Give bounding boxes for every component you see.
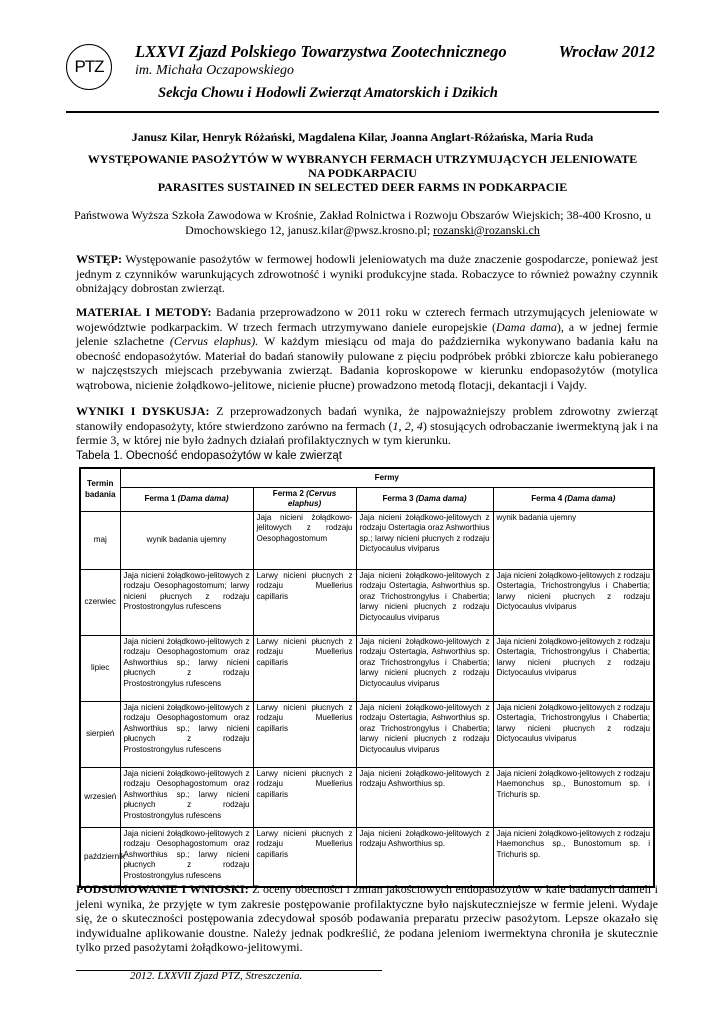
- farm-species: (Dama dama): [564, 493, 616, 503]
- table-row: [80, 701, 654, 767]
- results-farms: 1, 2, 4: [392, 418, 423, 433]
- title-pl-line1: WYSTĘPOWANIE PASOŻYTÓW W WYBRANYCH FERMACH UTRZYMUJĄCYCH JELENIOWATE: [87, 152, 638, 166]
- results-text-a: Z przeprowadzonych badań wynika, że najpoważniejszy problem zdrowotny zwierząt stanowiły endopasożyty, które stwierdzono zarówno na fermach (: [76, 404, 658, 433]
- farms-group-header: Fermy: [120, 468, 654, 487]
- title-pl-line2: NA PODKARPACIU: [308, 166, 417, 180]
- result-cell-farm-4: Jaja nicieni żołądkowo-jelitowych z rodzaju Ostertagia, Trichostrongylus i Chabertia; larwy nicieni płucnych z rodzaju Dictyocaulus viviparus: [493, 635, 654, 701]
- intro-text: Występowanie pasożytów w fermowej hodowli jeleniowatych ma duże znaczenie gospodarcze, ponieważ jest jednym z czynników warunkujących zdrowotność i wyniki produkcyjne stada. Robaczyce to również poważny czynnik obniżający dobrostan zwierząt.: [76, 252, 658, 296]
- table-row: [80, 767, 654, 827]
- farm-name: Ferma 2: [272, 488, 307, 498]
- intro-label: WSTĘP:: [76, 252, 123, 266]
- farm-name: Ferma 3: [382, 493, 416, 503]
- affiliation-line2: Dmochowskiego 12, janusz.kilar@pwsz.krosno.pl;: [185, 222, 434, 237]
- result-cell-farm-1: Jaja nicieni żołądkowo-jelitowych z rodzaju Oesophagostomum oraz Ashworthius sp.; larwy nicieni płucnych z rodzaju Prostostrongylus rufescens: [120, 767, 253, 827]
- farm-species: (Dama dama): [177, 493, 229, 503]
- logo-text: PTZ: [74, 57, 104, 76]
- term-cell: wrzesień: [80, 767, 120, 827]
- ptz-logo: [66, 44, 112, 90]
- city-year: Wrocław 2012: [558, 42, 655, 61]
- methods-text-b: ), a w jednej fermie jelenie szlachetne: [76, 319, 659, 349]
- farm-header-3: [356, 487, 493, 511]
- conclusions-label: PODSUMOWANIE I WNIOSKI:: [76, 882, 249, 896]
- species-dama: Dama dama: [496, 319, 557, 334]
- intro-paragraph: [76, 252, 658, 296]
- results-paragraph: [76, 404, 658, 448]
- result-cell-farm-4: Jaja nicieni żołądkowo-jelitowych z rodzaju Ostertagia, Trichostrongylus i Chabertia; larwy nicieni płucnych z rodzaju Dictyocaulus viviparus: [493, 569, 654, 635]
- result-cell-farm-2: Larwy nicieni płucnych z rodzaju Muellerius capillaris: [253, 569, 356, 635]
- affiliation: [66, 208, 659, 237]
- result-cell-farm-3: Jaja nicieni żołądkowo-jelitowych z rodzaju Ostertagia, Ashworthius sp. oraz Trichostrongylus i Chabertia; larwy nicieni płucnych z rodzaju Dictyocaulus viviparus: [356, 635, 493, 701]
- result-cell-farm-4: Jaja nicieni żołądkowo-jelitowych z rodzaju Haemonchus sp., Bunostomum sp. i Trichuris sp.: [493, 827, 654, 887]
- farm-name: Ferma 1: [144, 493, 178, 503]
- section-name: Sekcja Chowu i Hodowli Zwierząt Amatorskich i Dzikich: [158, 85, 498, 101]
- result-cell-farm-1: Jaja nicieni żołądkowo-jelitowych z rodzaju Oesophagostomum oraz Ashworthius sp.; larwy nicieni płucnych z rodzaju Prostostrongylus rufescens: [120, 635, 253, 701]
- result-cell-farm-2: Larwy nicieni płucnych z rodzaju Muellerius capillaris: [253, 827, 356, 887]
- result-cell-farm-3: Jaja nicieni żołądkowo-jelitowych z rodzaju Ashworthius sp.: [356, 827, 493, 887]
- result-cell-farm-1: Jaja nicieni żołądkowo-jelitowych z rodzaju Oesophagostomum oraz Ashworthius sp.; larwy nicieni płucnych z rodzaju Prostostrongylus rufescens: [120, 827, 253, 887]
- result-cell-farm-3: Jaja nicieni żołądkowo-jelitowych z rodzaju Ashworthius sp.: [356, 767, 493, 827]
- farm-name: Ferma 4: [531, 493, 565, 503]
- conclusions-paragraph: [76, 882, 658, 955]
- table-row: [80, 569, 654, 635]
- results-label: WYNIKI I DYSKUSJA:: [76, 404, 210, 418]
- result-cell-farm-1: Jaja nicieni żołądkowo-jelitowych z rodzaju Oesophagostomum; larwy nicieni płucnych z rodzaju Prostostrongylus rufescens: [120, 569, 253, 635]
- result-cell-farm-2: Larwy nicieni płucnych z rodzaju Muellerius capillaris: [253, 767, 356, 827]
- result-cell-farm-3: Jaja nicieni żołądkowo-jelitowych z rodzaju Ostertagia, Ashworthius sp. oraz Trichostrongylus i Chabertia; larwy nicieni płucnych z rodzaju Dictyocaulus viviparus: [356, 569, 493, 635]
- methods-label: MATERIAŁ I METODY:: [76, 305, 212, 319]
- methods-text-a: Badania przeprowadzono w 2011 roku w czterech fermach utrzymujących jeleniowate w województwie podkarpackim. W trzech fermach utrzymywano daniele europejskie (: [76, 305, 658, 334]
- parasite-table: [79, 467, 655, 888]
- methods-paragraph: [76, 305, 658, 393]
- methods-text-c: W każdym miesiącu od maja do października wykonywano badania kału na obecność endopasożytów. Materiał do badań stanowiły pulowane z pięciu podpróbek próbki zbiorcze kału pobieranego w najczęstszych miejscach przebywania zwierząt. Badania koproskopowe w kierunku endopasożytów (motylica wątrobowa, nicienie żołądkowo-jelitowe, nicienie płucne) prowadzono metodą flotacji, dekantacji i Vajdy.: [76, 334, 658, 392]
- species-cervus: (Cervus elaphus).: [169, 334, 259, 349]
- result-cell-farm-4: wynik badania ujemny: [493, 511, 654, 569]
- results-text-b: ) stosujących odrobaczanie iwermektyną jak i na fermie 3, w której nie było żadnych działań profilaktycznych w tym kierunku.: [76, 418, 659, 448]
- title-en: PARASITES SUSTAINED IN SELECTED DEER FARMS IN PODKARPACIE: [157, 180, 568, 194]
- term-cell: sierpień: [80, 701, 120, 767]
- result-cell-farm-3: Jaja nicieni żołądkowo-jelitowych z rodzaju Ostertagia oraz Ashworthius sp.; larwy nicieni płucnych z rodzaju Dictyocaulus viviparus: [356, 511, 493, 569]
- footer-note: 2012. LXXVII Zjazd PTZ, Streszczenia.: [130, 970, 303, 982]
- result-cell-farm-2: Larwy nicieni płucnych z rodzaju Muellerius capillaris: [253, 635, 356, 701]
- result-cell-farm-2: Larwy nicieni płucnych z rodzaju Muellerius capillaris: [253, 701, 356, 767]
- paper-title: [66, 152, 659, 194]
- affiliation-line1: Państwowa Wyższa Szkoła Zawodowa w Krośnie, Zakład Rolnictwa i Rozwoju Obszarów Wiejskich; 38-400 Krosno, u: [74, 208, 651, 222]
- table-row: [80, 827, 654, 887]
- farm-header-1: [120, 487, 253, 511]
- email-link[interactable]: rozanski@rozanski.ch: [433, 222, 540, 237]
- term-cell: maj: [80, 511, 120, 569]
- term-cell: czerwiec: [80, 569, 120, 635]
- farm-species: (Dama dama): [415, 493, 467, 503]
- term-cell: październik: [80, 827, 120, 887]
- result-cell-farm-1: wynik badania ujemny: [120, 511, 253, 569]
- result-cell-farm-4: Jaja nicieni żołądkowo-jelitowych z rodzaju Ostertagia, Trichostrongylus i Chabertia; larwy nicieni płucnych z rodzaju Dictyocaulus viviparus: [493, 701, 654, 767]
- term-header: Termin badania: [80, 468, 120, 511]
- farm-header-4: [493, 487, 654, 511]
- farm-header-2: [253, 487, 356, 511]
- patron-name: im. Michała Oczapowskiego: [135, 63, 295, 78]
- result-cell-farm-2: Jaja nicieni żołądkowo-jelitowych z rodzaju Oesophagostomum: [253, 511, 356, 569]
- header-rule: [66, 111, 659, 113]
- authors: Janusz Kilar, Henryk Różański, Magdalena Kilar, Joanna Anglart-Różańska, Maria Ruda: [131, 130, 594, 144]
- congress-title: LXXVI Zjazd Polskiego Towarzystwa Zootechnicznego: [135, 42, 507, 61]
- conclusions-text: Z oceny obecności i zmian jakościowych endopasożytów w kale badanych danieli i jeleni wynika, że przyjęte w tym zakresie postępowanie profilaktyczne było najskuteczniejsze w fermie jeleni. Wydaje się, że o skuteczności postępowania zdecydował sposób podawania preparatu przeciw pasożytom. Lepsze okazało się indywidualne aplikowanie doustne. Należy jednak podkreślić, że podana jeleniom iwermektyna chroniła je skutecznie tylko przed pasożytami żołądkowo-jelitowymi.: [76, 882, 658, 955]
- term-cell: lipiec: [80, 635, 120, 701]
- table-row: [80, 635, 654, 701]
- table-row: [80, 511, 654, 569]
- result-cell-farm-4: Jaja nicieni żołądkowo-jelitowych z rodzaju Haemonchus sp., Bunostomum sp. i Trichuris sp.: [493, 767, 654, 827]
- result-cell-farm-3: Jaja nicieni żołądkowo-jelitowych z rodzaju Ostertagia, Ashworthius sp. oraz Trichostrongylus i Chabertia; larwy nicieni płucnych z rodzaju Dictyocaulus viviparus: [356, 701, 493, 767]
- table-caption: Tabela 1. Obecność endopasożytów w kale zwierząt: [76, 450, 342, 462]
- result-cell-farm-1: Jaja nicieni żołądkowo-jelitowych z rodzaju Oesophagostomum oraz Ashworthius sp.; larwy nicieni płucnych z rodzaju Prostostrongylus rufescens: [120, 701, 253, 767]
- farm-species: (Cervus elaphus): [287, 488, 337, 508]
